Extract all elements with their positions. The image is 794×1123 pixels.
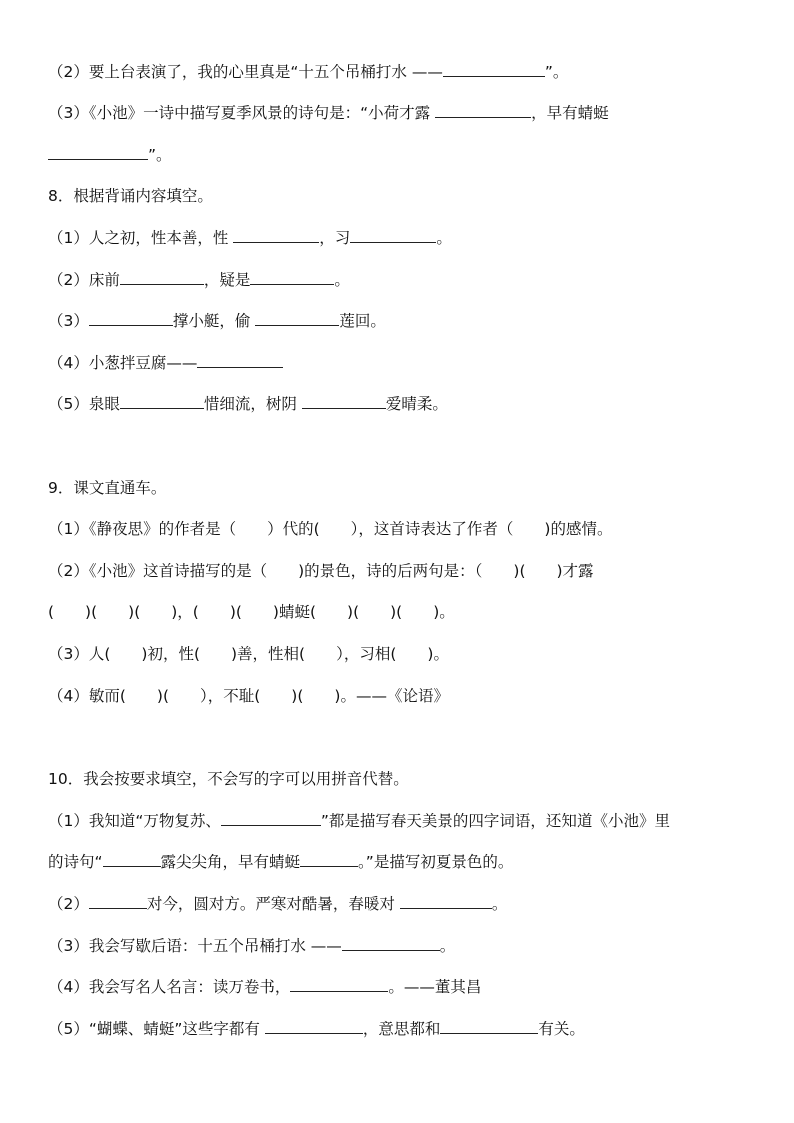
q8-item1-blank-2[interactable] bbox=[350, 228, 436, 243]
q8-item2-blank-2[interactable] bbox=[250, 270, 334, 285]
q7-item3-end: ”。 bbox=[148, 146, 172, 164]
q8-item3-end: 莲回。 bbox=[339, 312, 386, 330]
q10-item1b-text: 的诗句“ bbox=[48, 853, 103, 871]
q8-item5-end: 爱晴柔。 bbox=[385, 395, 448, 413]
q10-item2-mid: 对今，圆对方。严寒对酷暑，春暖对 bbox=[146, 895, 400, 913]
q8-item-5 bbox=[48, 394, 448, 414]
q10-item4-text: （4）我会写名人名言：读万卷书， bbox=[48, 978, 291, 996]
q7-item-3 bbox=[48, 103, 609, 123]
q9-item-2: （2）《小池》这首诗描写的是（ )的景色，诗的后两句是：（ )( )才露 bbox=[48, 562, 594, 580]
q10-item2-text: （2） bbox=[48, 895, 89, 913]
q10-item5-mid: ，意思都和 bbox=[362, 1020, 441, 1038]
q8-item5-blank-2[interactable] bbox=[302, 394, 386, 409]
q7-item2-end: ”。 bbox=[544, 63, 569, 81]
q8-item-4 bbox=[48, 353, 283, 373]
q10-item1b-mid: 露尖尖角，早有蜻蜓 bbox=[160, 853, 301, 871]
q10-item-4 bbox=[48, 977, 481, 997]
q7-item2-blank[interactable] bbox=[443, 62, 545, 77]
q10-item1-blank-2[interactable] bbox=[103, 852, 161, 867]
q9-item-2-cont: ( )( )( )，( )( )蜻蜓( )( )( )。 bbox=[48, 603, 455, 621]
q9-item-4: （4）敏而( )( ），不耻( )( )。——《论语》 bbox=[48, 687, 449, 705]
q8-item1-end: 。 bbox=[436, 229, 452, 247]
q7-item3-blank-1[interactable] bbox=[435, 103, 531, 118]
q8-item5-mid: 惜细流，树阴 bbox=[203, 395, 302, 413]
q10-item3-text: （3）我会写歇后语：十五个吊桶打水 —— bbox=[48, 937, 342, 955]
q7-item-2 bbox=[48, 62, 568, 82]
q10-item5-blank-1[interactable] bbox=[265, 1019, 363, 1034]
q8-item3-blank-1[interactable] bbox=[89, 311, 173, 326]
q7-item3-text: （3）《小池》一诗中描写夏季风景的诗句是：“小荷才露 bbox=[48, 104, 436, 122]
q8-item2-text: （2）床前 bbox=[48, 271, 120, 289]
q8-item1-mid: ，习 bbox=[319, 229, 351, 247]
q8-item-2 bbox=[48, 270, 350, 290]
q10-item-1 bbox=[48, 811, 670, 831]
q7-item3-mid: ，早有蜻蜓 bbox=[531, 104, 609, 122]
q10-item3-end: 。 bbox=[439, 937, 456, 955]
q10-item5-text: （5）“蝴蝶、蜻蜓”这些字都有 bbox=[48, 1020, 265, 1038]
q10-item5-end: 有关。 bbox=[538, 1020, 585, 1038]
q10-item1-blank-3[interactable] bbox=[300, 852, 358, 867]
q10-item1-blank-1[interactable] bbox=[221, 811, 321, 826]
q10-item-3 bbox=[48, 936, 455, 956]
q10-item2-blank-1[interactable] bbox=[89, 894, 147, 909]
q8-item5-blank-1[interactable] bbox=[120, 394, 204, 409]
q8-item4-blank[interactable] bbox=[197, 353, 283, 368]
q10-title: 10．我会按要求填空，不会写的字可以用拼音代替。 bbox=[48, 770, 409, 788]
q10-item2-blank-2[interactable] bbox=[400, 894, 492, 909]
q7-item3-blank-2[interactable] bbox=[48, 145, 148, 160]
q8-item4-text: （4）小葱拌豆腐—— bbox=[48, 354, 198, 372]
q10-item1-end: ”都是描写春天美景的四字词语，还知道《小池》里 bbox=[320, 812, 670, 830]
q10-item5-blank-2[interactable] bbox=[440, 1019, 538, 1034]
q8-item3-mid: 撑小艇，偷 bbox=[172, 312, 256, 330]
q7-item2-text: （2）要上台表演了，我的心里真是“十五个吊桶打水 —— bbox=[48, 63, 443, 81]
q9-item-1: （1）《静夜思》的作者是（ ）代的( ），这首诗表达了作者（ )的感情。 bbox=[48, 520, 613, 538]
q9-title: 9．课文直通车。 bbox=[48, 479, 167, 497]
q8-item-3 bbox=[48, 311, 386, 331]
q10-item2-end: 。 bbox=[491, 895, 508, 913]
q8-item2-mid: ，疑是 bbox=[203, 271, 251, 289]
q8-item2-end: 。 bbox=[334, 271, 350, 289]
q8-item1-text: （1）人之初，性本善，性 bbox=[48, 229, 234, 247]
q8-item3-text: （3） bbox=[48, 312, 89, 330]
q8-item2-blank-1[interactable] bbox=[120, 270, 204, 285]
q9-item-3: （3）人( )初，性( )善，性相( ），习相( )。 bbox=[48, 645, 449, 663]
q10-item1b-end: 。”是描写初夏景色的。 bbox=[358, 853, 514, 871]
q8-item1-blank-1[interactable] bbox=[233, 228, 319, 243]
q10-item-2 bbox=[48, 894, 507, 914]
q8-item5-text: （5）泉眼 bbox=[48, 395, 120, 413]
q7-item-3-cont bbox=[48, 145, 172, 165]
q8-title: 8．根据背诵内容填空。 bbox=[48, 187, 213, 205]
q10-item3-blank[interactable] bbox=[342, 936, 440, 951]
q10-item4-blank[interactable] bbox=[290, 977, 388, 992]
q8-item3-blank-2[interactable] bbox=[255, 311, 339, 326]
q10-item-5 bbox=[48, 1019, 585, 1039]
q10-item4-end: 。——董其昌 bbox=[388, 978, 482, 996]
q10-item1-text: （1）我知道“万物复苏、 bbox=[48, 812, 221, 830]
q10-item-1-cont bbox=[48, 852, 513, 872]
q8-item-1 bbox=[48, 228, 452, 248]
